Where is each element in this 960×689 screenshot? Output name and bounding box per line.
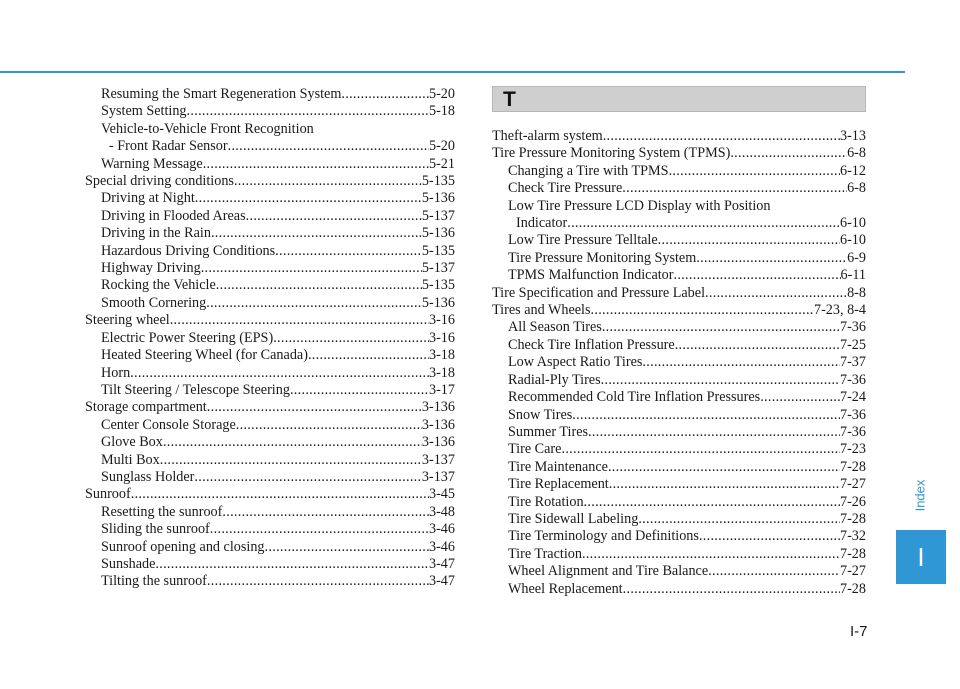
index-entry (85, 312, 455, 329)
index-entry-text: Highway Driving (101, 260, 201, 277)
index-entry (85, 208, 455, 225)
index-entry-text: Sunroof (85, 486, 131, 503)
index-entry-page[interactable]: 7-36 (839, 319, 866, 336)
index-entry-page[interactable]: 5-135 (421, 277, 455, 294)
dot-leader (195, 190, 422, 207)
index-entry-page[interactable]: 7-23, 8-4 (813, 302, 866, 319)
index-entry-page[interactable]: 7-37 (839, 354, 866, 371)
side-index-label (909, 470, 931, 520)
index-entry (492, 302, 866, 319)
index-entry-text: Tire Pressure Monitoring System (TPMS) (492, 145, 731, 162)
dot-leader (584, 494, 840, 511)
dot-leader (194, 469, 421, 486)
index-column-left (85, 86, 455, 591)
index-entry-text: Sliding the sunroof (101, 521, 210, 538)
index-entry-page[interactable]: 3-46 (428, 521, 455, 538)
index-entry-page[interactable]: 7-27 (839, 563, 866, 580)
index-entry-text: Tilting the sunroof (101, 573, 207, 590)
index-entry-page[interactable]: 7-28 (839, 458, 866, 475)
index-entry-text: Low Tire Pressure Telltale (508, 232, 658, 249)
index-entry (85, 330, 455, 347)
index-entry-text: Tire Specification and Pressure Label (492, 284, 706, 301)
dot-leader (675, 337, 840, 354)
index-entry-text: Resuming the Smart Regeneration System (101, 86, 342, 102)
index-entry (492, 215, 866, 232)
index-entry-page[interactable]: 7-36 (839, 423, 866, 440)
dot-leader (308, 347, 429, 364)
index-entry-page[interactable]: 6-12 (839, 162, 866, 179)
index-entry-page[interactable]: 5-137 (421, 260, 455, 277)
index-entry-page[interactable]: 6-9 (847, 249, 866, 266)
index-entry-page[interactable]: 3-18 (428, 347, 455, 364)
index-entry-text: TPMS Malfunction Indicator (508, 267, 674, 284)
index-entry (492, 232, 866, 249)
index-entry (85, 521, 455, 538)
index-entry-page[interactable]: 3-47 (428, 573, 455, 590)
dot-leader (582, 546, 840, 563)
index-entry-page[interactable]: 7-28 (839, 510, 866, 527)
dot-leader (211, 225, 422, 242)
index-entry-text: Warning Message (101, 155, 203, 172)
index-entry-text: Driving in Flooded Areas (101, 207, 246, 224)
index-entry-text: Special driving conditions (85, 173, 234, 190)
index-entry (85, 103, 455, 120)
index-entry (492, 319, 866, 336)
index-entry-page[interactable]: 3-136 (421, 416, 455, 433)
index-entry-text: Storage compartment (85, 399, 207, 416)
index-entry-page[interactable]: 6-10 (839, 232, 866, 249)
index-entry (85, 138, 455, 155)
dot-leader (228, 138, 429, 155)
index-entry-text: Tire Sidewall Labeling (508, 510, 639, 527)
index-entry-page[interactable]: 7-32 (839, 528, 866, 545)
index-entry (492, 145, 866, 162)
dot-leader (572, 407, 840, 424)
index-entry-page[interactable]: 3-16 (428, 329, 455, 346)
index-entry (85, 382, 455, 399)
index-entry (85, 295, 455, 312)
index-entry-page[interactable]: 3-17 (428, 381, 455, 398)
dot-leader (642, 354, 840, 371)
index-entry-text: Steering wheel (85, 312, 170, 329)
index-entry-page[interactable]: 5-136 (421, 190, 455, 207)
dot-leader (130, 365, 429, 382)
index-entry-page[interactable]: 3-136 (421, 399, 455, 416)
dot-leader (160, 452, 422, 469)
dot-leader (163, 434, 422, 451)
dot-leader (609, 476, 840, 493)
dot-leader (222, 504, 429, 521)
index-entry-text: Tire Care (508, 441, 562, 458)
index-entry (85, 399, 455, 416)
index-entry-text: Changing a Tire with TPMS (508, 162, 669, 179)
index-entry-text: Low Aspect Ratio Tires (508, 354, 643, 371)
index-entry-text: Theft-alarm system (492, 128, 603, 144)
index-entry (85, 225, 455, 242)
index-entry-text: Tire Maintenance (508, 458, 608, 475)
side-index-label-text: Index (912, 479, 928, 511)
index-entry-text: Low Tire Pressure LCD Display with Position (508, 197, 771, 214)
index-entry-page[interactable]: 3-137 (421, 468, 455, 485)
index-entry-text: Smooth Cornering (101, 294, 207, 311)
index-entry-page[interactable]: 5-20 (428, 86, 455, 102)
index-entry-text: Tire Pressure Monitoring System (508, 249, 697, 266)
index-entry (85, 277, 455, 294)
index-entry (85, 556, 455, 573)
index-entry (492, 128, 866, 145)
index-entry-text: Multi Box (101, 451, 160, 468)
index-entry (85, 486, 455, 503)
index-entry-text: Sunglass Holder (101, 468, 195, 485)
index-entry (85, 573, 455, 590)
index-entry-page[interactable]: 5-135 (421, 242, 455, 259)
index-entry-text: Snow Tires (508, 406, 573, 423)
dot-leader (638, 511, 840, 528)
index-entry (85, 417, 455, 434)
index-entry-text: - Front Radar Sensor (109, 138, 228, 155)
index-entry (492, 441, 866, 458)
index-entry-page[interactable]: 3-45 (428, 486, 455, 503)
index-entry (492, 581, 866, 598)
index-entry-page[interactable]: 7-28 (839, 545, 866, 562)
index-entry (492, 563, 866, 580)
index-entry (492, 424, 866, 441)
dot-leader (567, 215, 840, 232)
index-entry (492, 337, 866, 354)
index-entry-page[interactable]: 6-11 (840, 267, 866, 284)
index-entry-text: Tire Replacement (508, 476, 609, 493)
index-entry-page[interactable]: 6-8 (847, 180, 866, 197)
dot-leader (561, 441, 840, 458)
index-entry-text: Driving in the Rain (101, 225, 211, 242)
dot-leader (236, 417, 422, 434)
index-entry (85, 260, 455, 277)
index-entry (492, 546, 866, 563)
index-entry-page[interactable]: 3-18 (428, 364, 455, 381)
index-entry-page[interactable]: 7-36 (839, 371, 866, 388)
index-entry-text: Sunshade (101, 555, 156, 572)
side-index-tab[interactable] (896, 530, 946, 584)
index-entry (492, 511, 866, 528)
dot-leader (206, 295, 422, 312)
dot-leader (623, 581, 840, 598)
index-entry-page[interactable]: 5-136 (421, 225, 455, 242)
index-entry-page[interactable]: 3-13 (839, 128, 866, 144)
dot-leader (265, 539, 429, 556)
index-entry-page[interactable]: 7-25 (839, 336, 866, 353)
index-entry-page[interactable]: 3-48 (428, 503, 455, 520)
dot-leader (210, 521, 429, 538)
dot-leader (608, 459, 840, 476)
dot-leader (622, 180, 847, 197)
index-entry-page[interactable]: 6-10 (839, 215, 866, 232)
index-entry (492, 354, 866, 371)
section-letter: T (503, 88, 516, 111)
index-entry-text: Driving at Night (101, 190, 195, 207)
index-entry-page[interactable]: 6-8 (847, 145, 866, 162)
index-entry (492, 459, 866, 476)
dot-leader (760, 389, 840, 406)
index-entry-page[interactable]: 8-8 (847, 284, 866, 301)
index-entry (85, 156, 455, 173)
index-entry-page[interactable]: 3-136 (421, 434, 455, 451)
index-entry-text: Tire Traction (508, 545, 582, 562)
dot-leader (155, 556, 429, 573)
index-entry (85, 347, 455, 364)
dot-leader (187, 103, 429, 120)
dot-leader (201, 260, 422, 277)
dot-leader (699, 528, 840, 545)
index-entry-text: Radial-Ply Tires (508, 371, 601, 388)
index-entry (492, 267, 866, 284)
index-entry-text: Sunroof opening and closing (101, 538, 265, 555)
section-letter-bar (492, 86, 866, 112)
index-entry-text: All Season Tires (508, 319, 602, 336)
index-entry-text: Wheel Replacement (508, 580, 623, 597)
index-entry (85, 469, 455, 486)
index-entry-text: Hazardous Driving Conditions (101, 242, 276, 259)
index-entry-page[interactable]: 3-46 (428, 538, 455, 555)
index-entry-text: Heated Steering Wheel (for Canada) (101, 347, 308, 364)
index-entry-text: Horn (101, 364, 131, 381)
index-entry (85, 504, 455, 521)
dot-leader (601, 372, 840, 389)
index-entry (85, 434, 455, 451)
side-index-tab-letter: I (917, 542, 925, 572)
dot-leader (705, 285, 847, 302)
dot-leader (246, 208, 422, 225)
dot-leader (216, 277, 422, 294)
index-entry-text: Summer Tires (508, 423, 589, 440)
index-entry-page[interactable]: 7-27 (839, 476, 866, 493)
index-entry-text: Resetting the sunroof (101, 503, 223, 520)
index-entry (85, 190, 455, 207)
index-entry (492, 285, 866, 302)
index-entry (85, 365, 455, 382)
index-entry-page[interactable]: 5-135 (421, 173, 455, 190)
index-entry-text: Wheel Alignment and Tire Balance (508, 563, 709, 580)
index-entry (492, 494, 866, 511)
index-entry (492, 163, 866, 180)
index-entry-page[interactable]: 3-137 (421, 451, 455, 468)
dot-leader (674, 267, 841, 284)
top-rule (0, 71, 905, 73)
index-entry-text: Rocking the Vehicle (101, 277, 216, 294)
index-entry-page[interactable]: 7-26 (839, 493, 866, 510)
dot-leader (730, 145, 847, 162)
index-entry (492, 250, 866, 267)
index-entry-page[interactable]: 3-47 (428, 555, 455, 572)
index-entry (85, 173, 455, 190)
index-entry-text: Center Console Storage (101, 416, 236, 433)
dot-leader (696, 250, 847, 267)
dot-leader (207, 399, 422, 416)
index-entry (85, 539, 455, 556)
index-entry (492, 407, 866, 424)
index-entry (492, 198, 866, 215)
dot-leader (234, 173, 422, 190)
index-entry-text: Tilt Steering / Telescope Steering (101, 381, 290, 398)
index-entry-page[interactable]: 7-36 (839, 406, 866, 423)
index-entry (492, 180, 866, 197)
dot-leader (207, 573, 429, 590)
dot-leader (341, 86, 429, 103)
index-entry-text: Electric Power Steering (EPS) (101, 329, 274, 346)
index-entry (492, 372, 866, 389)
index-entry-text: Tires and Wheels (492, 302, 591, 319)
index-entry (492, 389, 866, 406)
index-entry (85, 86, 455, 103)
dot-leader (273, 330, 429, 347)
dot-leader (275, 243, 422, 260)
index-entry-page[interactable]: 7-28 (839, 580, 866, 597)
index-entry-page[interactable]: 5-18 (428, 103, 455, 120)
dot-leader (203, 156, 429, 173)
index-entry-text: Check Tire Pressure (508, 180, 623, 197)
index-entry-text: Tire Rotation (508, 493, 584, 510)
index-entry-text: System Setting (101, 103, 187, 120)
index-entry (85, 121, 455, 138)
index-column-right (492, 128, 866, 598)
dot-leader (290, 382, 429, 399)
index-entry-page[interactable]: 3-16 (428, 312, 455, 329)
index-entry-page[interactable]: 7-23 (839, 441, 866, 458)
index-entry-page[interactable]: 5-136 (421, 294, 455, 311)
index-entry-page[interactable]: 5-21 (428, 155, 455, 172)
dot-leader (658, 232, 840, 249)
index-entry (85, 243, 455, 260)
index-entry-page[interactable]: 5-137 (421, 207, 455, 224)
index-entry-text: Indicator (516, 215, 568, 232)
dot-leader (602, 319, 840, 336)
dot-leader (170, 312, 429, 329)
dot-leader (131, 486, 429, 503)
index-entry (492, 528, 866, 545)
index-entry-page[interactable]: 5-20 (428, 138, 455, 155)
index-entry (85, 452, 455, 469)
index-entry (492, 476, 866, 493)
dot-leader (708, 563, 840, 580)
index-entry-page[interactable]: 7-24 (839, 389, 866, 406)
dot-leader (603, 128, 840, 145)
dot-leader (588, 424, 840, 441)
dot-leader (591, 302, 814, 319)
index-entry-text: Tire Terminology and Definitions (508, 528, 699, 545)
index-entry-text: Recommended Cold Tire Inflation Pressures (508, 389, 761, 406)
index-entry-text: Vehicle-to-Vehicle Front Recognition (101, 120, 314, 137)
index-entry-text: Check Tire Inflation Pressure (508, 336, 675, 353)
index-entry-text: Glove Box (101, 434, 163, 451)
page-number: I-7 (850, 623, 868, 640)
dot-leader (669, 163, 840, 180)
